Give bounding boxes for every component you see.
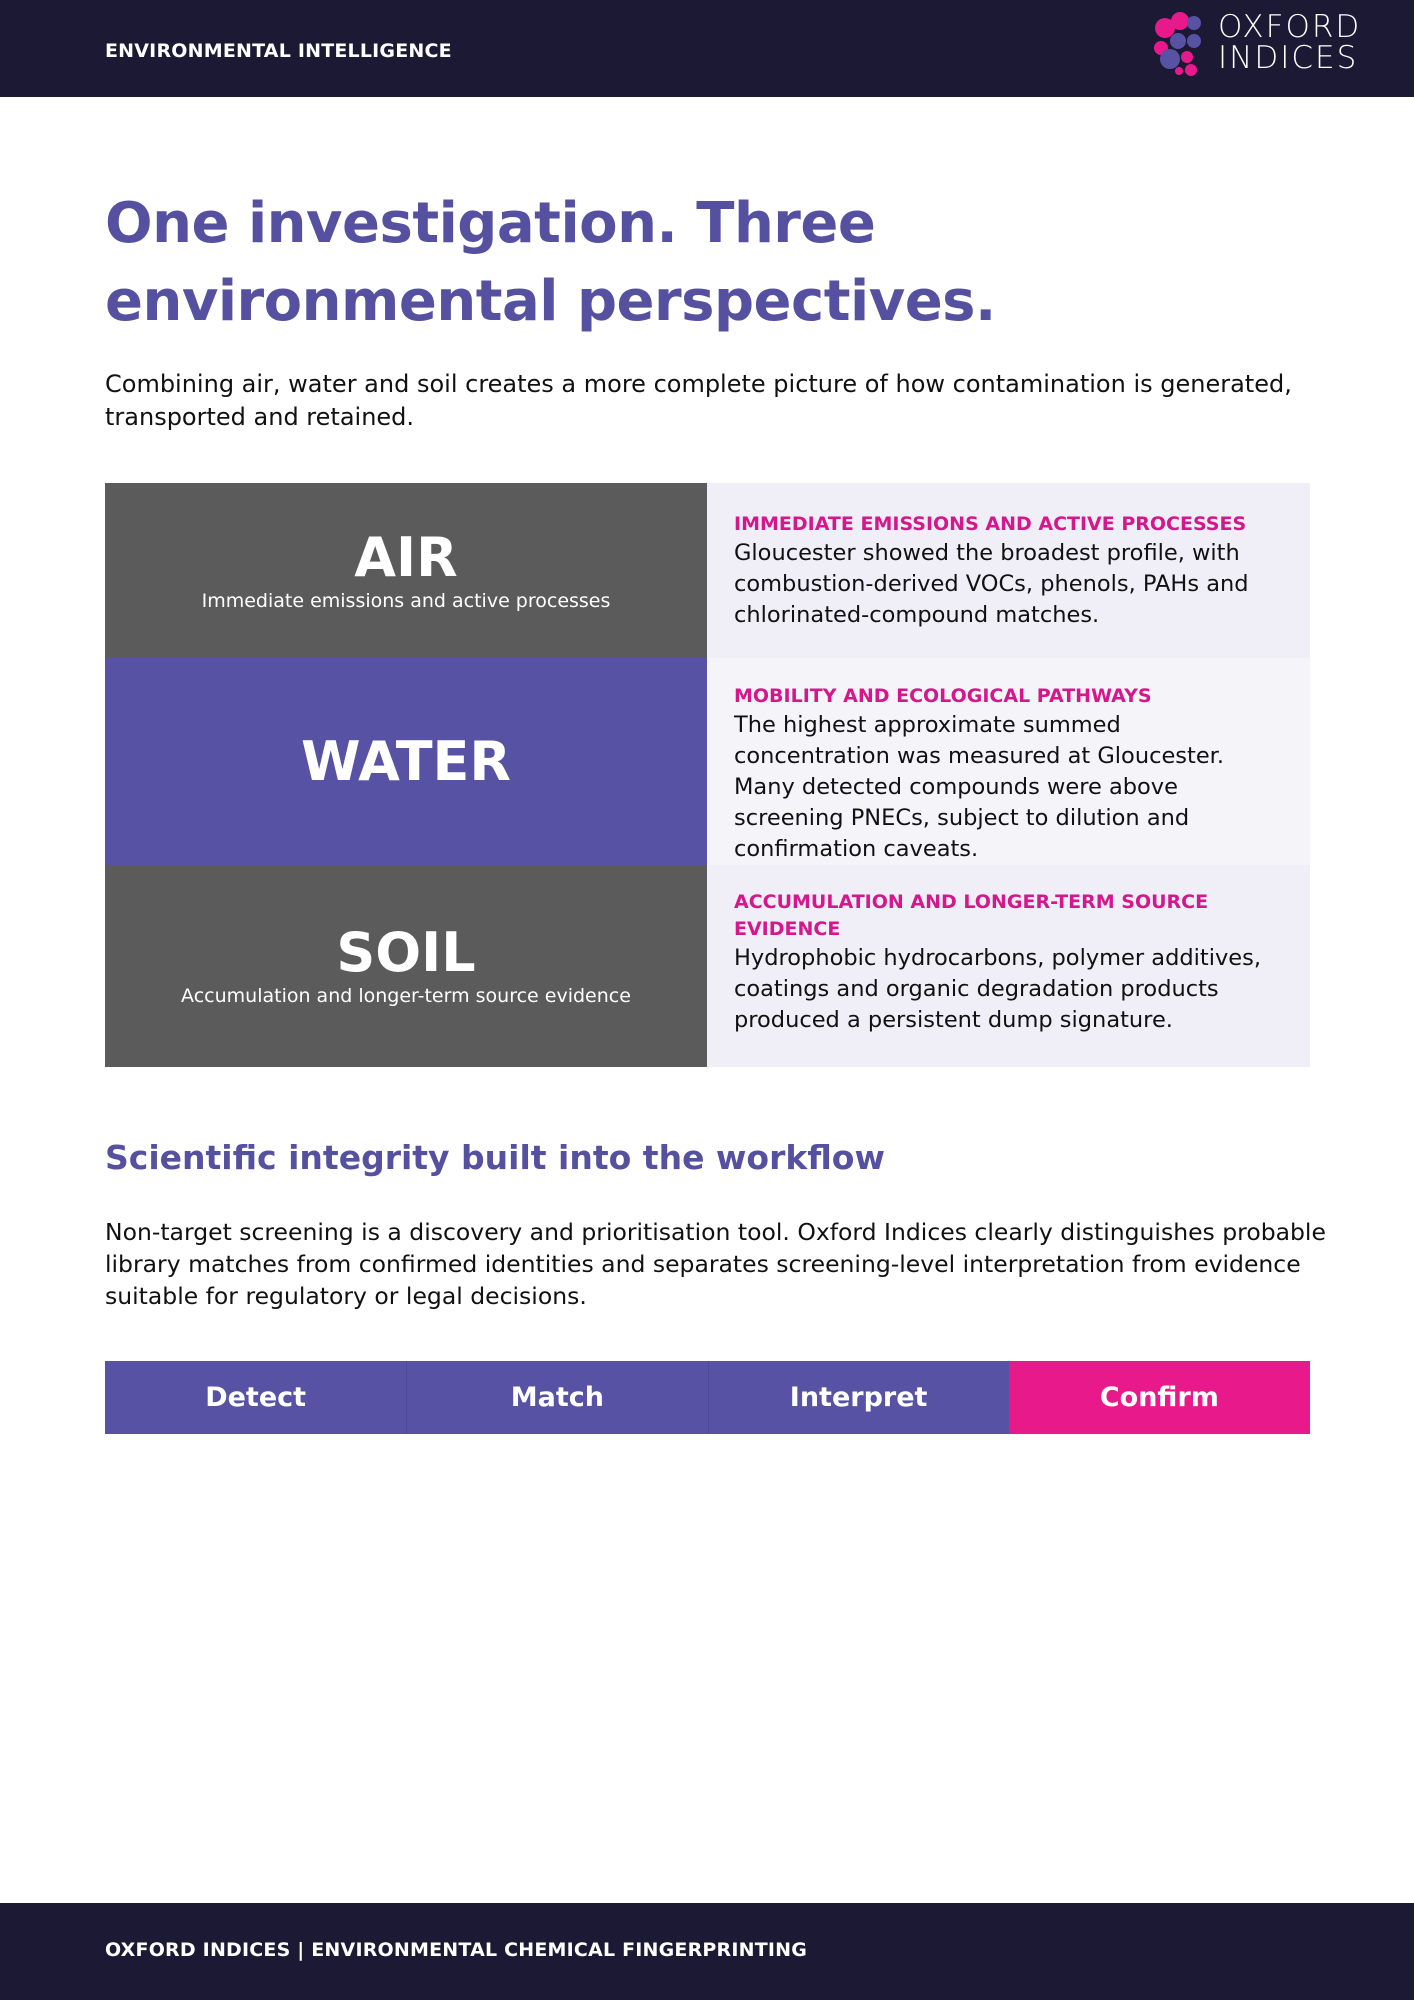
workflow-step-interpret: Interpret	[708, 1361, 1009, 1434]
finding-text: Gloucester showed the broadest profile, with combustion-derived VOCs, phenols, PAHs and chlorinated-compound matches.	[734, 540, 1249, 628]
media-matrix	[105, 483, 1310, 1067]
footer-label: OXFORD INDICES | ENVIRONMENTAL CHEMICAL FINGERPRINTING	[105, 1939, 808, 1961]
logo-line-oxford: OXFORD	[1218, 9, 1362, 45]
page-title: One investigation. Three environmental perspectives.	[105, 191, 996, 334]
medium-subtitle: Immediate emissions and active processes	[201, 589, 611, 612]
intro-paragraph: Combining air, water and soil creates a more complete picture of how contamination is generated, transported and retained.	[105, 370, 1292, 431]
integrity-section-title: Scientific integrity built into the workflow	[105, 1138, 885, 1177]
medium-panel-air	[105, 483, 707, 658]
oxford-indices-bubbles-logo-icon	[1150, 10, 1216, 78]
medium-name: SOIL	[336, 921, 476, 984]
medium-panel-water	[105, 658, 707, 865]
medium-name: WATER	[300, 729, 512, 793]
workflow-step-match: Match	[406, 1361, 707, 1434]
finding-panel-air	[707, 483, 1310, 658]
matrix-row-soil	[105, 865, 1310, 1067]
finding-heading: IMMEDIATE EMISSIONS AND ACTIVE PROCESSES	[734, 513, 1247, 535]
medium-name: AIR	[354, 525, 458, 589]
workflow-steps	[105, 1361, 1310, 1434]
integrity-section-body: Non-target screening is a discovery and prioritisation tool. Oxford Indices clearly distinguishes probable library matches from confirmed identities and separates screening-level interpretation from evidence suitable for regulatory or legal decisions.	[105, 1218, 1326, 1310]
matrix-row-water	[105, 658, 1310, 865]
workflow-step-detect: Detect	[105, 1361, 406, 1434]
logo-line-indices: INDICES	[1218, 40, 1359, 76]
page-footer	[0, 1903, 1414, 2000]
oxford-indices-logo	[1150, 10, 1400, 80]
medium-subtitle: Accumulation and longer-term source evidence	[181, 985, 631, 1007]
matrix-row-air	[105, 483, 1310, 658]
finding-text: Hydrophobic hydrocarbons, polymer additives, coatings and organic degradation products produced a persistent dump signature.	[734, 945, 1262, 1033]
header-section-label: ENVIRONMENTAL INTELLIGENCE	[105, 40, 452, 62]
workflow-step-confirm: Confirm	[1009, 1361, 1310, 1434]
logo-wordmark	[1218, 9, 1362, 76]
page-header	[0, 0, 1414, 97]
finding-text: The highest approximate summed concentration was measured at Gloucester. Many detected compounds were above screening PNECs, subject to dilution and confirmation caveats.	[734, 712, 1225, 862]
medium-panel-soil	[105, 865, 707, 1067]
finding-heading: MOBILITY AND ECOLOGICAL PATHWAYS	[734, 685, 1152, 707]
finding-heading: ACCUMULATION AND LONGER-TERM SOURCE EVIDENCE	[734, 891, 1209, 940]
finding-panel-water	[707, 658, 1310, 865]
finding-panel-soil	[707, 865, 1310, 1067]
